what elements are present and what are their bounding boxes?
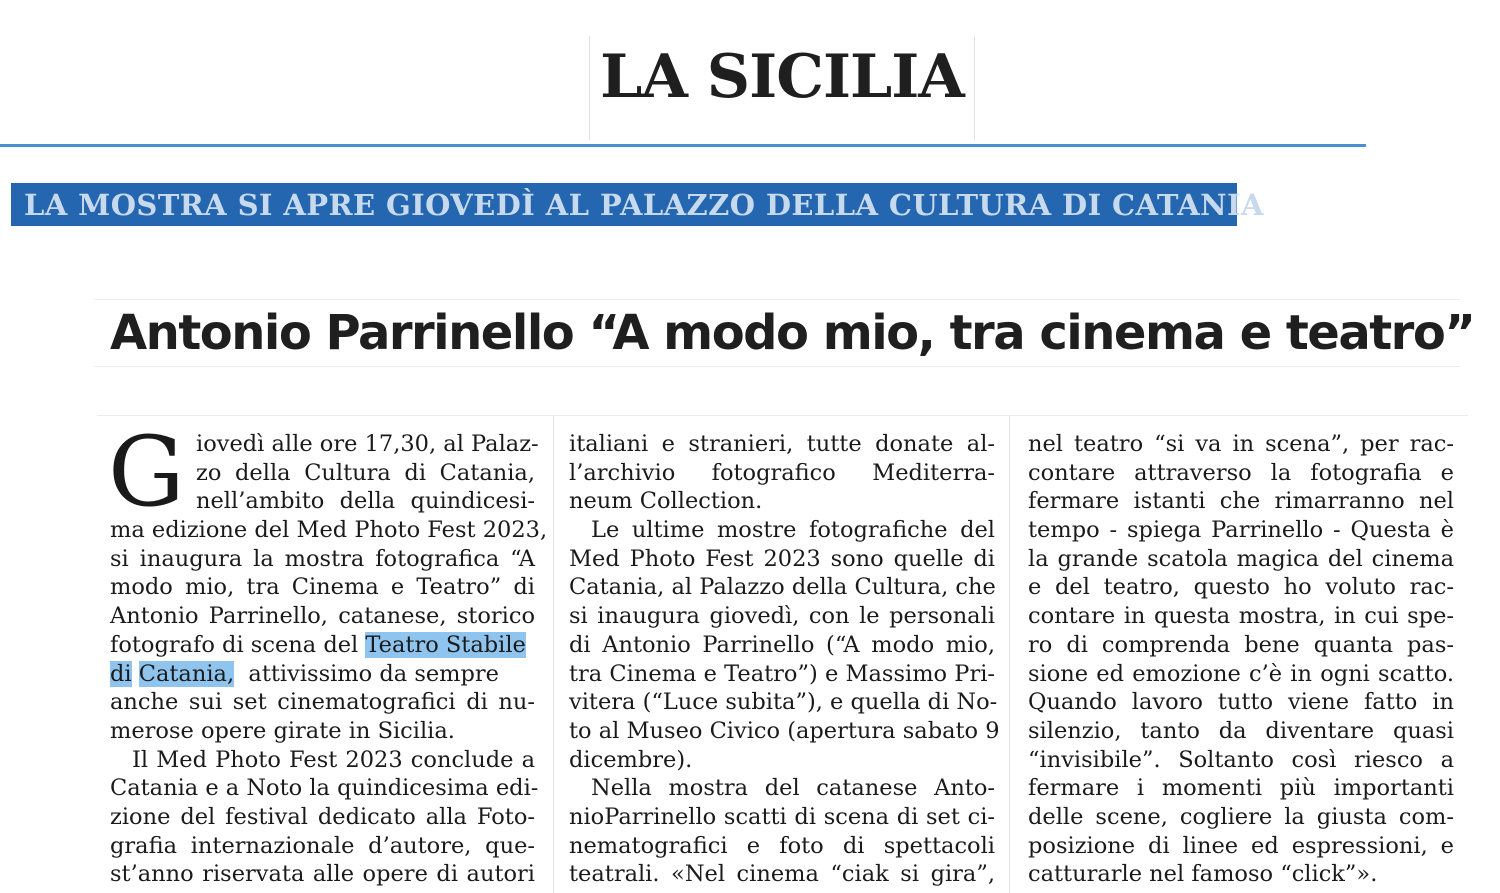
text-line: e del teatro, questo ho voluto rac- [1028, 574, 1454, 601]
text-line: tra Cinema e Teatro”) e Massimo Pri- [569, 660, 995, 687]
article-column-2 [554, 415, 1010, 893]
text-line: Catania e a Noto la quindicesima edi- [110, 775, 539, 802]
text-line: tempo - spiega Parrinello - Questa è [1028, 517, 1454, 544]
text-line: fermare istanti che rimarranno nel [1028, 488, 1454, 515]
text-line: teatrali. «Nel cinema “ciak si gira”, [569, 861, 995, 888]
text-line: Catania, al Palazzo della Cultura, che [569, 574, 996, 601]
text-line: contare in questa mostra, in cui spe- [1028, 603, 1454, 630]
text-line: to al Museo Civico (apertura sabato 9 [569, 717, 1000, 744]
text-line: la grande scatola magica del cinema [1028, 545, 1454, 572]
text-line: si inaugura giovedì, con le personali [569, 603, 995, 630]
highlighted-text: Catania, [138, 660, 235, 687]
article-headline: Antonio Parrinello “A modo mio, tra cinema e teatro” [110, 305, 1475, 361]
text-fragment: fotografo di scena del [110, 631, 359, 658]
kicker-banner [11, 183, 1264, 226]
text-line: st’anno riservata alle opere di autori [110, 861, 535, 888]
text-line: Le ultime mostre fotografiche del [591, 517, 995, 544]
text-line: vitera (“Luce subita”), e quella di No- [569, 689, 998, 716]
text-line: di Antonio Parrinello (“A modo mio, [569, 631, 995, 658]
text-line: iovedì alle ore 17,30, al Palaz- [196, 431, 539, 457]
newspaper-masthead [589, 36, 975, 140]
text-line: ma edizione del Med Photo Fest 2023, [110, 517, 548, 544]
text-line: nioParrinello scatti di scena di set ci- [569, 803, 995, 830]
article-column-1 [97, 415, 554, 893]
text-line: delle scene, cogliere la giusta com- [1028, 803, 1454, 830]
text-line: Il Med Photo Fest 2023 conclude a [132, 746, 535, 773]
text-line: dicembre). [569, 746, 693, 773]
text-line: silenzio, tanto da diventare quasi [1028, 717, 1454, 744]
text-line: ro di comprenda bene quanta pas- [1028, 631, 1454, 658]
text-line: grafia internazionale d’autore, que- [110, 832, 535, 859]
text-line: Quando lavoro tutto viene fatto in [1028, 689, 1454, 716]
text-line: fermare i momenti più importanti [1028, 775, 1454, 802]
text-line: nematografici e foto di spettacoli [569, 832, 995, 859]
text-line [110, 660, 535, 689]
text-line: Nella mostra del catanese Anto- [591, 775, 995, 802]
text-line: nell’ambito della quindicesi- [196, 488, 535, 515]
text-line: catturarle nel famoso “click”». [1028, 861, 1378, 888]
text-line: sione ed emozione c’è in ogni scatto. [1028, 660, 1454, 687]
text-line: italiani e stranieri, tutte donate al- [569, 431, 995, 457]
text-line: nel teatro “si va in scena”, per rac- [1028, 431, 1454, 457]
text-line: zo della Cultura di Catania, [196, 459, 535, 486]
text-line: l’archivio fotografico Mediterra- [569, 459, 995, 486]
text-line [110, 631, 535, 660]
masthead-title: LA SICILIA [600, 42, 964, 112]
article-column-3 [1010, 415, 1468, 893]
masthead-divider [0, 144, 1366, 147]
text-line: si inaugura la mostra fotografica “A [110, 545, 535, 572]
text-line: contare attraverso la fotografia e [1028, 459, 1454, 486]
text-fragment: attivissimo da sempre [248, 660, 499, 687]
kicker-text: LA MOSTRA SI APRE GIOVEDÌ AL PALAZZO DELLA CULTURA DI CATANIA [24, 187, 1264, 222]
text-line: zione del festival dedicato alla Foto- [110, 803, 535, 830]
text-line: Med Photo Fest 2023 sono quelle di [569, 545, 995, 572]
text-line: posizione di linee ed espressioni, e [1028, 832, 1454, 859]
headline-box [94, 299, 1475, 367]
text-line: modo mio, tra Cinema e Teatro” di [110, 574, 535, 601]
text-line: merose opere girate in Sicilia. [110, 717, 455, 744]
text-line: Antonio Parrinello, catanese, storico [110, 603, 535, 630]
highlighted-text: Teatro Stabile [365, 631, 526, 658]
text-line: anche sui set cinematografici di nu- [110, 689, 535, 716]
text-line: “invisibile”. Soltanto così riesco a [1028, 746, 1454, 773]
highlighted-text: di [110, 660, 132, 687]
drop-cap: G [108, 416, 185, 528]
text-line: neum Collection. [569, 488, 763, 515]
